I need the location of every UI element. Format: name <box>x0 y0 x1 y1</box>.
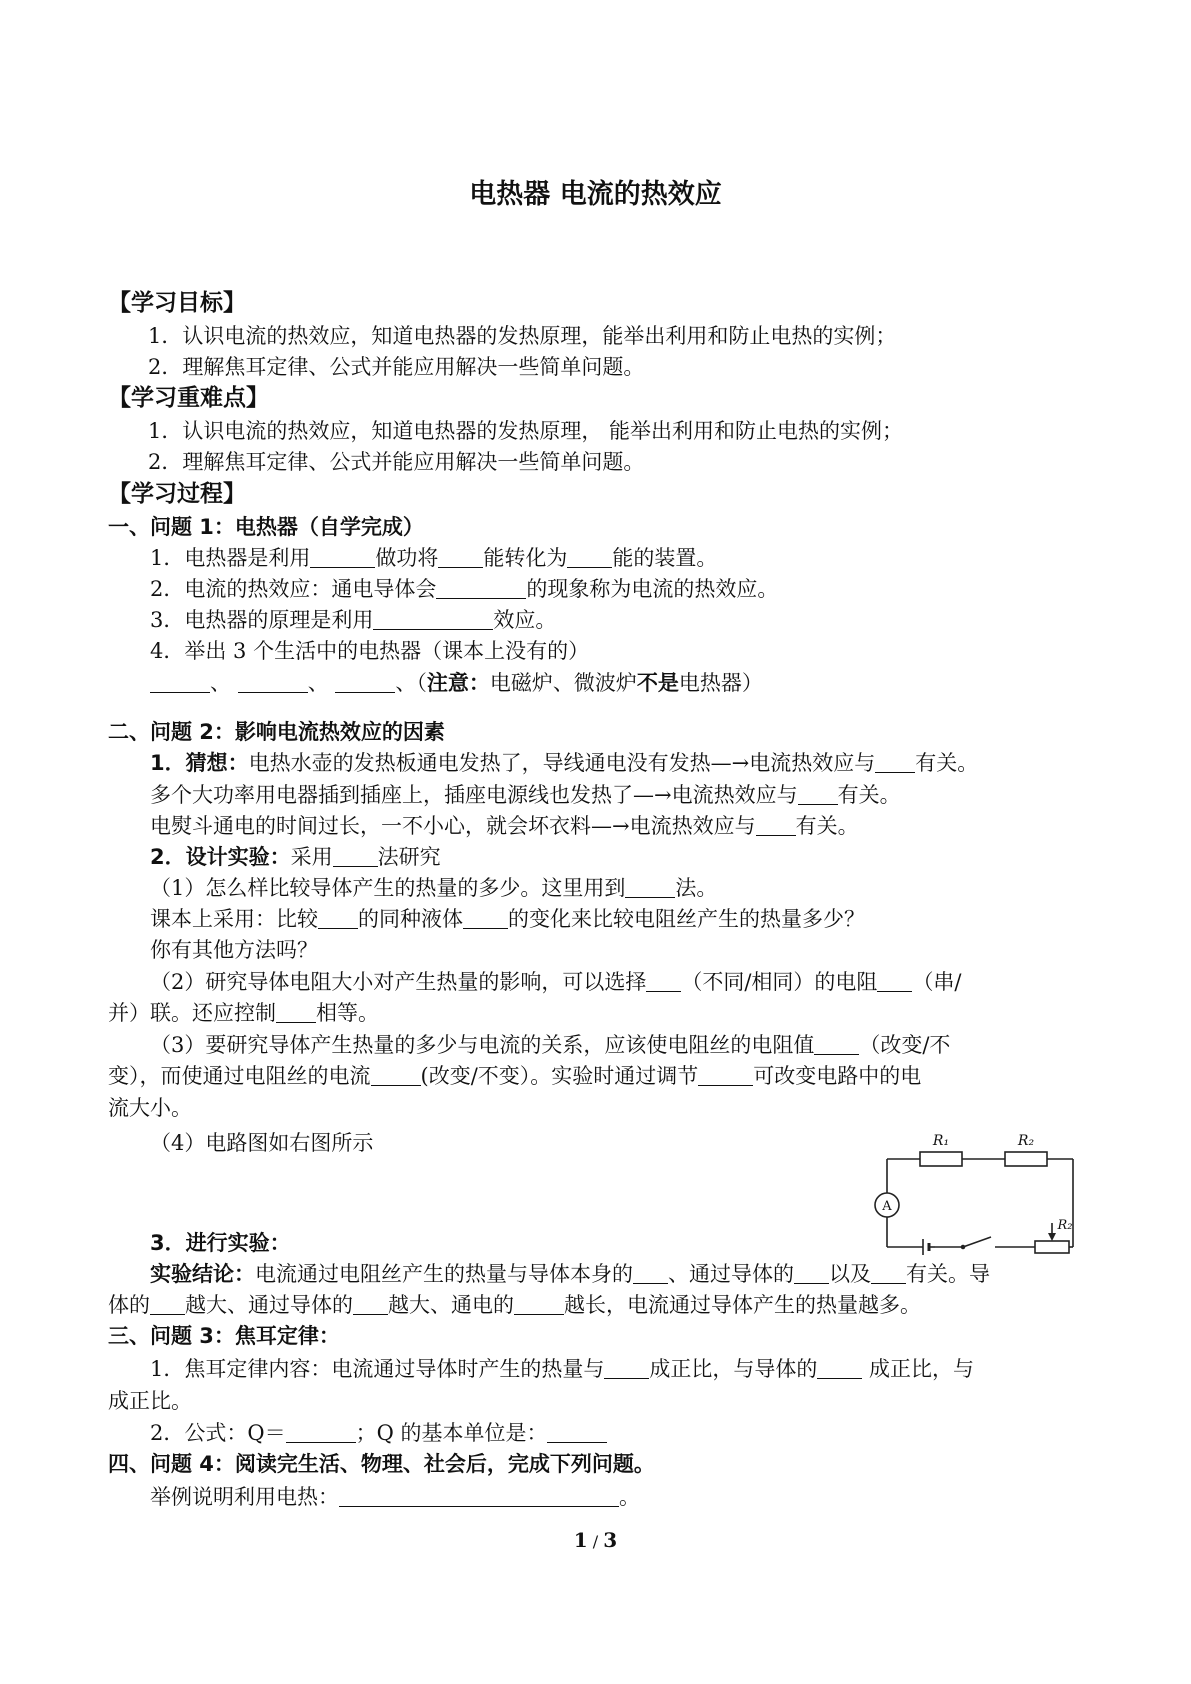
q1-heading: 一、问题 1：电热器（自学完成） <box>108 515 424 539</box>
q2-heading: 二、问题 2：影响电流热效应的因素 <box>108 720 445 744</box>
blank[interactable] <box>463 906 508 929</box>
r1-label: R₁ <box>932 1133 950 1149</box>
resistor-r1 <box>920 1152 962 1166</box>
q2-part2b: 并）联。还应控制 相等。 <box>108 1001 379 1025</box>
blank[interactable] <box>875 750 915 773</box>
q4-line1: 举例说明利用电热： 。 <box>150 1485 640 1509</box>
q2-part1c: 你有其他方法吗？ <box>150 938 318 962</box>
q2-guess2: 多个大功率用电器插到插座上，插座电源线也发热了—→电流热效应与 有关。 <box>150 783 901 807</box>
blank[interactable] <box>814 1032 859 1055</box>
blank[interactable] <box>353 1292 388 1315</box>
blank[interactable] <box>339 1484 619 1507</box>
blank[interactable] <box>238 670 308 693</box>
q1-line3: 3．电热器的原理是利用 效应。 <box>150 608 557 632</box>
q2-part3c: 流大小。 <box>108 1096 192 1120</box>
blank[interactable] <box>371 1063 421 1086</box>
q1-line4: 4．举出 3 个生活中的电热器（课本上没有的） <box>150 639 590 663</box>
q2-part4: （4）电路图如右图所示 <box>150 1131 374 1155</box>
blank[interactable] <box>436 576 526 599</box>
q2-guess1: 1．猜想：电热水壶的发热板通电发热了，导线通电没有发热—→电流热效应与 有关。 <box>150 751 979 775</box>
blank[interactable] <box>877 969 912 992</box>
blank[interactable] <box>798 782 838 805</box>
objectives-heading: 【学习目标】 <box>108 290 246 316</box>
rheostat-r2 <box>1035 1241 1069 1253</box>
q3-line2: 成正比。 <box>108 1389 192 1413</box>
q2-do-experiment: 3．进行实验： <box>150 1231 291 1255</box>
q1-line5: 、 、 、（注意：电磁炉、微波炉不是电热器） <box>150 668 763 698</box>
resistor-r2 <box>1005 1152 1047 1166</box>
blank[interactable] <box>335 670 395 693</box>
switch <box>963 1237 991 1247</box>
blank[interactable] <box>698 1063 753 1086</box>
q2-guess3: 电熨斗通电的时间过长，一不小心，就会坏衣料—→电流热效应与 有关。 <box>150 814 859 838</box>
objective-item: 1．认识电流的热效应，知道电热器的发热原理，能举出利用和防止电热的实例； <box>148 324 897 348</box>
page-number: 1 / 3 <box>573 1528 618 1552</box>
r2-label: R₂ <box>1017 1133 1035 1149</box>
key-point-item: 1．认识电流的热效应，知道电热器的发热原理， 能举出利用和防止电热的实例； <box>148 419 904 443</box>
blank[interactable] <box>438 545 483 568</box>
q4-heading: 四、问题 4：阅读完生活、物理、社会后，完成下列问题。 <box>108 1452 655 1476</box>
blank[interactable] <box>547 1420 607 1443</box>
q3-line1: 1．焦耳定律内容：电流通过导体时产生的热量与 成正比，与导体的 成正比，与 <box>150 1357 975 1381</box>
blank[interactable] <box>817 1356 862 1379</box>
q2-part3a: （3）要研究导体产生热量的多少与电流的关系，应该使电阻丝的电阻值 （改变/不 <box>150 1033 951 1057</box>
q2-part1: （1）怎么样比较导体产生的热量的多少。这里用到 法。 <box>150 876 718 900</box>
blank[interactable] <box>756 813 796 836</box>
blank[interactable] <box>604 1356 649 1379</box>
blank[interactable] <box>333 844 378 867</box>
blank[interactable] <box>633 1261 668 1284</box>
circuit-diagram <box>865 1115 1095 1260</box>
blank[interactable] <box>625 875 675 898</box>
blank[interactable] <box>310 545 375 568</box>
ammeter-label: A <box>882 1199 892 1214</box>
blank[interactable] <box>276 1000 316 1023</box>
q2-part3b: 变），而使通过电阻丝的电流 (改变/不变）。实验时通过调节 可改变电路中的电 <box>108 1064 922 1088</box>
blank[interactable] <box>150 670 210 693</box>
q1-line2: 2．电流的热效应：通电导体会 的现象称为电流的热效应。 <box>150 577 779 601</box>
blank[interactable] <box>514 1292 564 1315</box>
q2-conclusion2: 体的 越大、通过导体的 越大、通电的 越长，电流通过导体产生的热量越多。 <box>108 1293 921 1317</box>
blank[interactable] <box>373 607 493 630</box>
q2-design: 2．设计实验：采用 法研究 <box>150 845 441 869</box>
q3-line3: 2．公式：Q＝ ；Q 的基本单位是： <box>150 1418 607 1448</box>
key-points-heading: 【学习重难点】 <box>108 385 269 411</box>
process-heading: 【学习过程】 <box>108 481 246 507</box>
blank[interactable] <box>646 969 681 992</box>
blank[interactable] <box>567 545 612 568</box>
objective-item: 2．理解焦耳定律、公式并能应用解决一些简单问题。 <box>148 355 645 379</box>
q2-part1b: 课本上采用：比较 的同种液体 的变化来比较电阻丝产生的热量多少？ <box>150 907 865 931</box>
blank[interactable] <box>286 1420 356 1443</box>
page-title: 电热器 电流的热效应 <box>469 179 722 210</box>
rheostat-label: R₂ <box>1057 1218 1073 1233</box>
q3-heading: 三、问题 3：焦耳定律： <box>108 1324 340 1348</box>
q2-conclusion1: 实验结论：电流通过电阻丝产生的热量与导体本身的 、通过导体的 以及 有关。导 <box>150 1262 990 1286</box>
blank[interactable] <box>871 1261 906 1284</box>
blank[interactable] <box>150 1292 185 1315</box>
q1-line1: 1．电热器是利用 做功将 能转化为 能的装置。 <box>150 546 718 570</box>
q2-part2a: （2）研究导体电阻大小对产生热量的影响，可以选择 （不同/相同）的电阻 （串/ <box>150 970 962 994</box>
blank[interactable] <box>794 1261 829 1284</box>
key-point-item: 2．理解焦耳定律、公式并能应用解决一些简单问题。 <box>148 450 645 474</box>
blank[interactable] <box>318 906 358 929</box>
